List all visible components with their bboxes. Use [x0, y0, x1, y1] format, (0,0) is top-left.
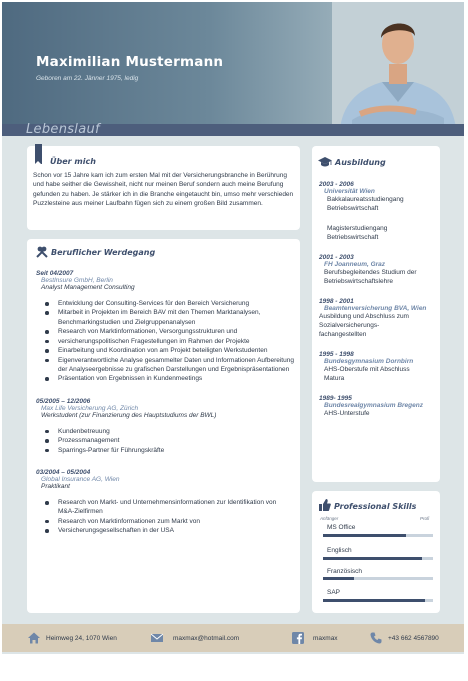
education-spacer: [319, 214, 437, 224]
job-bullet: Eigenverantwortliche Analyse gesammelter Daten und Informationen Aufbereitung der Analyseergebnisse zu grafischen Darstellungen und Ergebnispräsentationen: [36, 356, 294, 375]
job-employer: Global Insurance AG, Wien: [41, 476, 120, 484]
job-bullet: Kundenbetreuung: [36, 427, 294, 436]
job-bullet: Sparrings-Partner für Führungskräfte: [36, 446, 294, 455]
skill-label: Englisch: [327, 547, 352, 554]
education-school: FH Joanneum, Graz: [324, 260, 386, 268]
job-role: Werkstudent (zur Finanzierung des Hauptstudiums der BWL): [41, 411, 217, 419]
education-period: 2003 - 2006: [319, 181, 354, 188]
skill-label: SAP: [327, 589, 341, 596]
education-card: [312, 146, 440, 482]
job-bullet: Research von Marktinformationen zum Markt von: [36, 517, 294, 526]
job-bullet: versicherungspolitischen Fragestellungen im Rahmen der Projekte: [36, 337, 294, 346]
skill-bar: [323, 599, 433, 602]
skill-fill: [323, 599, 425, 602]
job-employer: Max Life Versicherung AG, Zürich: [41, 404, 139, 412]
job-role: Analyst Management Consulting: [41, 284, 135, 291]
job-bullet: Präsentation von Ergebnissen in Kundenmeetings: [36, 374, 294, 383]
facebook-icon: [292, 632, 304, 644]
education-detail: Bakkalaureatsstudiengang Betriebswirtschaft: [327, 196, 404, 213]
education-period: 2001 - 2003: [319, 253, 354, 261]
skill-fill: [323, 577, 354, 580]
education-entry: [319, 298, 437, 340]
skill-fill: [323, 534, 406, 537]
address-text: Heimweg 24, 1070 Wien: [46, 634, 117, 642]
job-bullets: [36, 299, 294, 384]
person-name: Maximilian Mustermann: [36, 54, 224, 70]
job-role: Praktikant: [41, 483, 70, 491]
email-text[interactable]: maxmax@hotmail.com: [173, 634, 240, 642]
skill-bar: [323, 534, 433, 537]
job-bullet: Mitarbeit in Projekten im Bereich BAV mit den Themen Marktanalysen, Benchmarkingstudien und Zielgruppenanalysen: [36, 308, 294, 327]
skill-label: Französisch: [327, 568, 363, 575]
section-label: Lebenslauf: [26, 122, 100, 137]
birth-info: Geboren am 22. Jänner 1975, ledig: [36, 75, 139, 82]
about-text: Schon vor 15 Jahre kam ich zum ersten Mal mit der Versicherungsbranche in Berührung und habe seither die Gewissheit, nicht nur meinen Beruf sondern auch meine Berufung gefunden zu haben. Je stärker ich in die Branche eingetaucht bin, umso mehr verschieden Puzzlesteine aus meiner Laufbahn fügen sich zu einem großen Bild zusammen.: [33, 172, 294, 208]
job-employer: BestInsure GmbH, Berlin: [41, 277, 113, 284]
contact-footer: [2, 624, 464, 652]
education-period: 1998 - 2001: [319, 297, 354, 305]
education-period: 1989- 1995: [319, 394, 352, 402]
thumbs-up-icon: [319, 499, 331, 511]
education-detail: AHS-Oberstufe mit Abschluss Matura: [324, 365, 410, 383]
job-bullet: Research von Marktinformationen, Versorgungsstrukturen und: [36, 327, 294, 336]
email-item[interactable]: [151, 624, 239, 652]
skill-bar: [323, 557, 433, 560]
education-school: Universität Wien: [324, 188, 375, 195]
facebook-item[interactable]: [292, 624, 338, 652]
education-entry: [319, 351, 437, 384]
job-bullets: [36, 498, 294, 536]
graduation-cap-icon: [318, 157, 332, 168]
job-period: 03/2004 – 05/2004: [36, 469, 91, 477]
education-entry: [319, 395, 437, 418]
education-detail: Ausbildung und Abschluss zum Sozialversicherungs-fachangestellten: [319, 312, 409, 339]
education-school: Bundesrealgymnasium Bregenz: [324, 401, 423, 409]
education-title: Ausbildung: [335, 158, 386, 167]
job-period: 05/2005 – 12/2006: [36, 397, 91, 405]
about-title: Über mich: [50, 157, 96, 166]
job-bullet: Einarbeitung und Koordination von am Projekt beteiligten Werkstudenten: [36, 346, 294, 355]
tools-icon: [36, 246, 48, 258]
skill-bar: [323, 577, 433, 580]
job-entry: [36, 270, 294, 384]
about-card: [27, 146, 300, 230]
bookmark-icon: [35, 144, 42, 164]
address-item: [28, 624, 117, 652]
education-entry: [319, 254, 437, 287]
education-detail: Magisterstudiengang Betriebswirtschaft: [327, 224, 388, 242]
phone-icon: [370, 632, 382, 644]
mail-icon: [151, 632, 163, 644]
facebook-text[interactable]: maxmax: [313, 634, 338, 642]
education-list: [319, 181, 437, 418]
job-bullets: [36, 427, 294, 455]
job-bullet: Prozessmanagement: [36, 436, 294, 445]
job-entry: [36, 469, 294, 536]
education-period: 1995 - 1998: [319, 350, 354, 358]
education-entry: [319, 181, 437, 243]
job-entry: [36, 398, 294, 455]
header-banner: [2, 2, 464, 128]
scale-high-label: Profi: [420, 516, 430, 521]
resume-page: [2, 2, 464, 654]
career-title: Beruflicher Werdegang: [51, 248, 156, 257]
portrait-photo: [332, 2, 464, 128]
skill-fill: [323, 557, 422, 560]
scale-low-label: Anfänger: [320, 516, 339, 521]
education-detail: Berufsbegleitendes Studium der Betriebswirtschaftslehre: [324, 268, 417, 286]
job-bullet: Entwicklung der Consulting-Services für den Bereich Versicherung: [36, 299, 294, 308]
section-bar: [2, 124, 464, 136]
phone-text[interactable]: +43 662 4567890: [388, 634, 439, 642]
job-bullet: Research von Markt- und Unternehmensinformationen zur Identifikation von M&A-Zielfirmen: [36, 498, 294, 517]
career-list: [36, 270, 294, 536]
skills-card: [312, 491, 440, 613]
skill-label: MS Office: [327, 524, 356, 531]
education-school: Bundesgymnasium Dornbirn: [324, 357, 414, 365]
education-detail: AHS-Unterstufe: [324, 409, 370, 417]
home-icon: [28, 632, 40, 644]
skills-title: Professional Skills: [334, 502, 417, 511]
education-school: Beamtenversicherung BVA, Wien: [324, 304, 427, 312]
job-period: Seit 04/2007: [36, 270, 74, 277]
job-bullet: Versicherungsgesellschaften in der USA: [36, 526, 294, 535]
career-card: [27, 239, 300, 613]
phone-item[interactable]: [370, 624, 439, 652]
